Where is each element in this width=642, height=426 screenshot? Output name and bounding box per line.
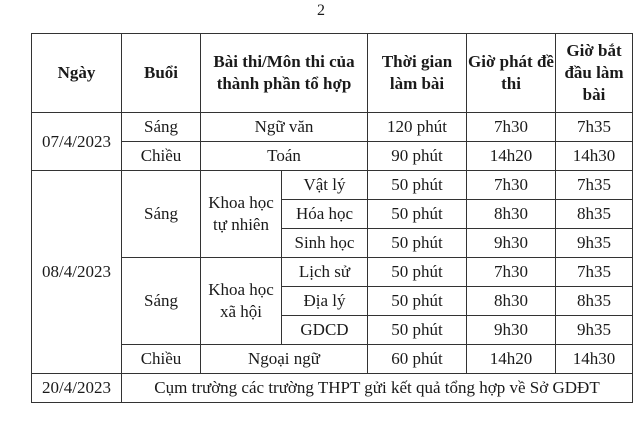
start-time-cell: 7h35	[556, 113, 633, 142]
table-row	[32, 113, 633, 142]
table-row	[32, 374, 633, 403]
start-time-cell: 14h30	[556, 142, 633, 171]
subject-cell: Sinh học	[282, 229, 368, 258]
paper-time-cell: 14h20	[467, 142, 556, 171]
duration-cell: 50 phút	[368, 200, 467, 229]
subject-cell: Ngoại ngữ	[201, 345, 368, 374]
paper-time-cell: 8h30	[467, 287, 556, 316]
header-session: Buổi	[122, 34, 201, 113]
duration-cell: 50 phút	[368, 287, 467, 316]
table-row	[32, 171, 633, 200]
session-cell: Sáng	[122, 171, 201, 258]
header-paper-time: Giờ phát đề thi	[467, 34, 556, 113]
table-row	[32, 345, 633, 374]
table-row	[32, 258, 633, 287]
session-cell: Sáng	[122, 258, 201, 345]
date-cell: 20/4/2023	[32, 374, 122, 403]
subject-cell: Vật lý	[282, 171, 368, 200]
duration-cell: 50 phút	[368, 258, 467, 287]
subject-cell: Lịch sử	[282, 258, 368, 287]
start-time-cell: 8h35	[556, 200, 633, 229]
date-cell: 08/4/2023	[32, 171, 122, 374]
subject-cell: Toán	[201, 142, 368, 171]
start-time-cell: 14h30	[556, 345, 633, 374]
duration-cell: 120 phút	[368, 113, 467, 142]
start-time-cell: 7h35	[556, 258, 633, 287]
session-cell: Chiều	[122, 345, 201, 374]
start-time-cell: 7h35	[556, 171, 633, 200]
page-number: 2	[317, 2, 325, 19]
subject-cell: Ngữ văn	[201, 113, 368, 142]
paper-time-cell: 9h30	[467, 229, 556, 258]
paper-time-cell: 8h30	[467, 200, 556, 229]
note-cell: Cụm trường các trường THPT gửi kết quả tổng hợp về Sở GDĐT	[122, 374, 633, 403]
group-cell: Khoa học xã hội	[201, 258, 282, 345]
duration-cell: 50 phút	[368, 316, 467, 345]
exam-schedule-table	[31, 33, 633, 403]
session-cell: Sáng	[122, 113, 201, 142]
start-time-cell: 8h35	[556, 287, 633, 316]
start-time-cell: 9h35	[556, 316, 633, 345]
table-header-row	[32, 34, 633, 113]
duration-cell: 50 phút	[368, 229, 467, 258]
group-cell: Khoa học tự nhiên	[201, 171, 282, 258]
paper-time-cell: 7h30	[467, 113, 556, 142]
start-time-cell: 9h35	[556, 229, 633, 258]
duration-cell: 50 phút	[368, 171, 467, 200]
table-row	[32, 142, 633, 171]
duration-cell: 90 phút	[368, 142, 467, 171]
date-cell: 07/4/2023	[32, 113, 122, 171]
header-date: Ngày	[32, 34, 122, 113]
paper-time-cell: 14h20	[467, 345, 556, 374]
header-duration: Thời gian làm bài	[368, 34, 467, 113]
paper-time-cell: 7h30	[467, 258, 556, 287]
subject-cell: GDCD	[282, 316, 368, 345]
duration-cell: 60 phút	[368, 345, 467, 374]
session-cell: Chiều	[122, 142, 201, 171]
header-subject: Bài thi/Môn thi của thành phần tổ hợp	[201, 34, 368, 113]
subject-cell: Hóa học	[282, 200, 368, 229]
paper-time-cell: 7h30	[467, 171, 556, 200]
paper-time-cell: 9h30	[467, 316, 556, 345]
subject-cell: Địa lý	[282, 287, 368, 316]
header-start-time: Giờ bắt đầu làm bài	[556, 34, 633, 113]
